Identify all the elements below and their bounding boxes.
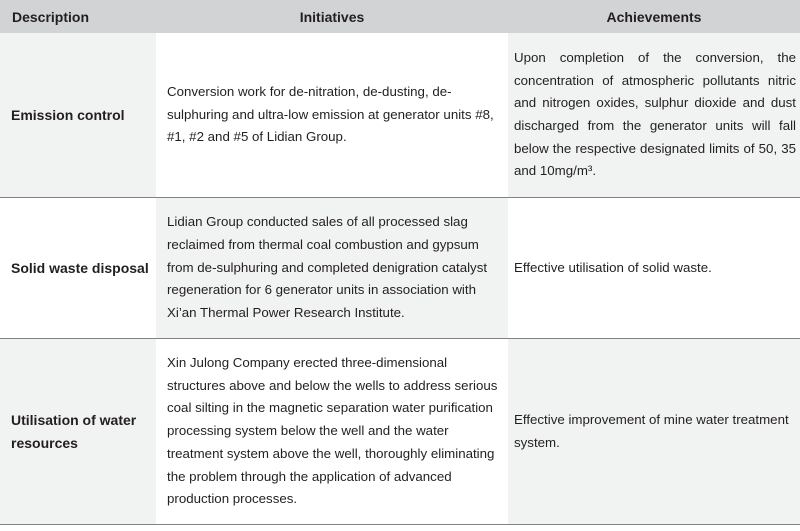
row-achievements: Effective improvement of mine water treatment system. xyxy=(508,339,800,525)
row-achievements: Upon completion of the conversion, the concentration of atmospheric pollutants nitric and nitrogen oxides, sulphur dioxide and dust discharged from the generator units will fall below the respective designated limits of 50, 35 and 10mg/m³. xyxy=(508,33,800,198)
header-initiatives: Initiatives xyxy=(156,0,508,33)
header-description: Description xyxy=(0,0,156,33)
row-description: Emission control xyxy=(0,33,156,198)
row-initiatives: Lidian Group conducted sales of all processed slag reclaimed from thermal coal combustion and gypsum from de-sulphuring and completed denigration catalyst regeneration for 6 generator units in association with Xi’an Thermal Power Research Institute. xyxy=(156,198,508,339)
header-row xyxy=(0,0,800,33)
header-achievements: Achievements xyxy=(508,0,800,33)
table-row xyxy=(0,198,800,339)
row-initiatives: Conversion work for de-nitration, de-dusting, de-sulphuring and ultra-low emission at generator units #8, #1, #2 and #5 of Lidian Group. xyxy=(156,33,508,198)
row-achievements: Effective utilisation of solid waste. xyxy=(508,198,800,339)
table-row xyxy=(0,339,800,525)
row-initiatives: Xin Julong Company erected three-dimensional structures above and below the wells to address serious coal silting in the magnetic separation water purification processing system below the well and the water treatment system above the well, thoroughly eliminating the problem through the application of advanced production processes. xyxy=(156,339,508,525)
table-header xyxy=(0,0,800,33)
row-description: Solid waste disposal xyxy=(0,198,156,339)
table-body xyxy=(0,33,800,525)
table-row xyxy=(0,33,800,198)
row-description: Utilisation of water resources xyxy=(0,339,156,525)
